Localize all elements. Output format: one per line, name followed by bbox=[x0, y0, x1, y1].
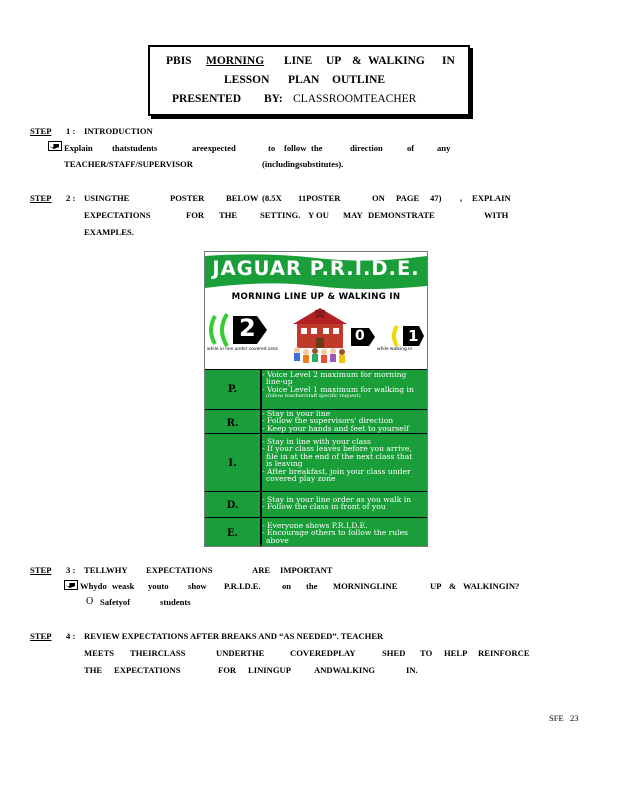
step2-line3: EXAMPLES. bbox=[84, 227, 134, 237]
voice-level-c: 1 bbox=[408, 327, 419, 345]
poster-subtitle: MORNING LINE UP & WALKING IN bbox=[231, 292, 401, 302]
footer-code: SFE bbox=[549, 713, 564, 723]
poster-title: JAGUAR P.R.I.D.E. bbox=[212, 257, 420, 280]
row-p: P. - Voice Level 2 maximum for morning line-up - Voice Level 1 maximum for walking in (follow teacher/staff specific request) bbox=[205, 369, 427, 410]
page-number: 23 bbox=[570, 713, 579, 723]
pointing-hand-icon bbox=[64, 580, 78, 590]
voice-level-b: 0 bbox=[355, 328, 365, 344]
caption-right: while walking in bbox=[377, 347, 413, 352]
row-e: E. - Everyone shows P.R.I.D.E. - Encourage others to follow the rules above bbox=[205, 517, 427, 547]
row-i: I. - Stay in line with your class - If your class leaves before you arrive, file in at the end of the next class that is leaving - After breakfast, join your class under covered play zone bbox=[205, 433, 427, 492]
row-r: R. - Stay in your line - Follow the supervisors' direction - Keep your hands and feet to yourself bbox=[205, 409, 427, 434]
row-d: D. - Stay in your line order as you walk in - Follow the class in front of you bbox=[205, 491, 427, 518]
school-kids-icon bbox=[289, 306, 351, 366]
voice-level-a: 2 bbox=[239, 314, 256, 342]
pride-table bbox=[205, 369, 427, 546]
caption-left: while in line under covered area bbox=[207, 347, 278, 352]
pointing-hand-icon bbox=[48, 141, 62, 151]
jaguar-pride-poster bbox=[204, 251, 428, 547]
